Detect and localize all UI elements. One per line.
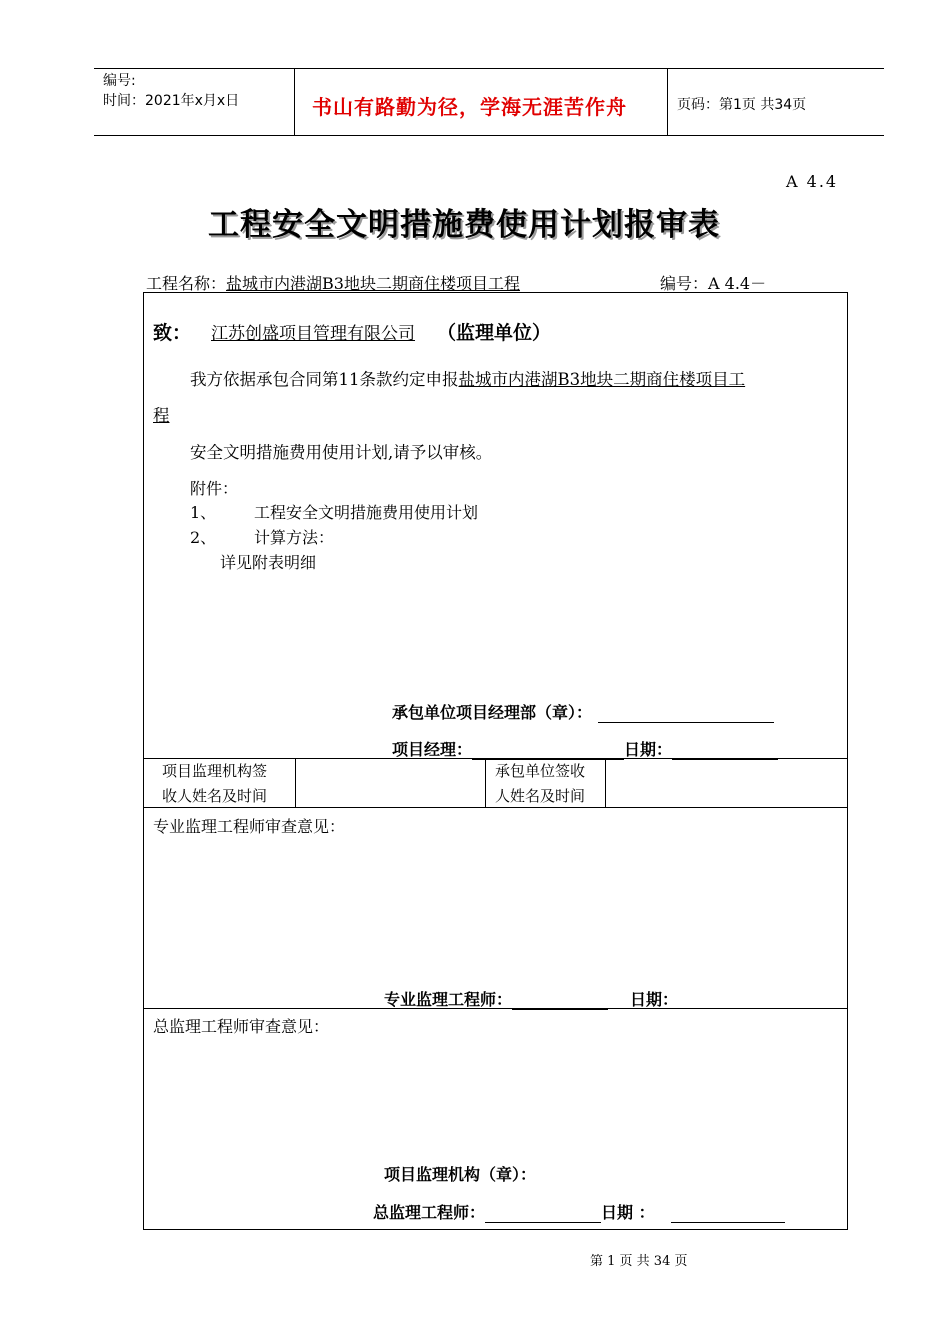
to-label: 致： — [153, 322, 192, 344]
contractor-date-label: 日期： — [624, 740, 673, 759]
body-line-1-prefix: 我方依据承包合同第11条款约定申报 — [190, 370, 459, 389]
page-footer: 第 1 页 共 34 页 — [590, 1254, 688, 1269]
page-title: 工程安全文明措施费使用计划报审表 — [208, 207, 720, 243]
attachment-1-text: 工程安全文明措施费用使用计划 — [254, 503, 479, 522]
body-line-1 — [190, 366, 745, 390]
chief-date-blank[interactable] — [671, 1206, 785, 1223]
body-line-1-project: 盐城市内港湖B3地块二期商住楼项目工 — [458, 370, 746, 389]
header-number-label: 编号: — [103, 73, 136, 89]
contractor-date-blank[interactable] — [672, 743, 778, 760]
header-divider-right — [667, 68, 668, 135]
project-name-label: 工程名称： — [146, 274, 227, 293]
specialist-date-label: 日期： — [630, 990, 679, 1009]
supervisor-receipt-value[interactable] — [296, 759, 485, 807]
project-name-value: 盐城市内港湖B3地块二期商住楼项目工程 — [226, 274, 520, 293]
contractor-receipt-label — [495, 759, 585, 809]
contractor-receipt-line-1: 承包单位签收 — [495, 762, 586, 780]
project-number-label: 编号： — [660, 274, 709, 293]
contractor-receipt-value[interactable] — [606, 759, 847, 807]
header-page-label: 页码：第1页 共34页 — [677, 97, 807, 113]
chief-review-label: 总监理工程师审查意见： — [153, 1017, 330, 1036]
project-number-row — [660, 271, 798, 294]
specialist-engineer-label: 专业监理工程师： — [384, 990, 513, 1009]
project-number-value: A 4.4－____ — [708, 274, 799, 293]
contractor-dept-blank[interactable] — [598, 706, 774, 723]
contractor-dept-label: 承包单位项目经理部（章）： — [392, 703, 593, 722]
chief-engineer-label: 总监理工程师： — [373, 1203, 486, 1222]
specialist-engineer-blank[interactable] — [512, 993, 608, 1010]
attachment-detail: 详见附表明细 — [220, 553, 317, 572]
contractor-receipt-line-2: 人姓名及时间 — [495, 787, 586, 805]
chief-engineer-blank[interactable] — [485, 1206, 601, 1223]
header-top-rule — [94, 68, 884, 69]
supervisor-receipt-label — [162, 759, 267, 809]
header-bottom-rule — [94, 135, 884, 136]
header-motto: 书山有路勤为径，学海无涯苦作舟 — [312, 95, 627, 119]
header-time-label: 时间：2021年x月x日 — [103, 93, 240, 109]
contractor-manager-row — [392, 737, 778, 760]
project-manager-label: 项目经理： — [392, 740, 473, 759]
supervisor-role: （监理单位） — [437, 322, 552, 344]
project-name-row — [146, 271, 520, 294]
body-line-1-tail: 程 — [153, 406, 170, 425]
attachment-1-no: 1、 — [190, 503, 217, 522]
supervisor-org-seal-label: 项目监理机构（章）： — [384, 1165, 537, 1184]
header-divider-left — [294, 68, 295, 135]
supervisor-company: 江苏创盛项目管理有限公司 — [211, 324, 416, 344]
chief-sign-row — [373, 1200, 785, 1223]
specialist-sign-row — [384, 987, 678, 1010]
attachment-2-no: 2、 — [190, 528, 217, 547]
specialist-review-label: 专业监理工程师审查意见： — [153, 817, 346, 836]
attachment-2-text: 计算方法： — [254, 528, 335, 547]
form-code: A 4.4 — [786, 172, 839, 191]
receipt-divider-2 — [485, 758, 486, 807]
addressee-row — [153, 318, 551, 345]
chief-date-label: 日期 ： — [601, 1203, 655, 1222]
contractor-dept-row — [392, 700, 774, 723]
body-line-2: 安全文明措施费用使用计划,请予以审核。 — [190, 443, 493, 462]
supervisor-receipt-line-1: 项目监理机构签 — [162, 762, 268, 780]
attachments-label: 附件： — [190, 479, 239, 498]
project-manager-blank[interactable] — [472, 743, 624, 760]
supervisor-receipt-line-2: 收人姓名及时间 — [162, 787, 268, 805]
